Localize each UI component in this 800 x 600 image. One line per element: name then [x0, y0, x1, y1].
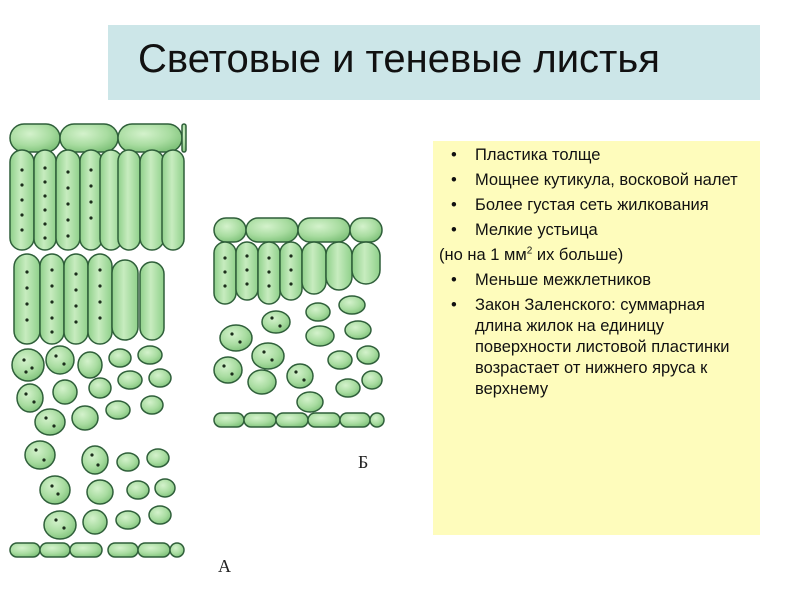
sun-upper-epidermis [10, 124, 186, 152]
shade-leaf-section [214, 218, 384, 427]
list-item [439, 170, 755, 191]
list-item [439, 145, 755, 166]
bullet: • [451, 296, 457, 314]
stomata-note [439, 245, 755, 266]
note-text-after: их больше) [532, 246, 624, 264]
sun-spongy-mesophyll [12, 346, 175, 539]
title-banner [108, 25, 760, 100]
shade-spongy-mesophyll [214, 296, 382, 412]
list-item [439, 220, 755, 241]
sun-palisade-upper [10, 150, 184, 250]
shade-palisade [214, 242, 380, 304]
list-item-text: Меньше межклетников [475, 271, 652, 289]
list-item [439, 270, 755, 291]
list-item [439, 195, 755, 216]
figure-label-a: А [218, 556, 231, 576]
bullet: • [451, 171, 457, 189]
bullet: • [451, 196, 457, 214]
note-text-before: (но на 1 мм [439, 246, 527, 264]
sun-lower-epidermis [10, 543, 184, 557]
list-item-text: Пластика толще [475, 146, 601, 164]
sun-palisade-lower [14, 254, 164, 344]
bullet: • [451, 221, 457, 239]
list-item-text: Мелкие устьица [475, 221, 598, 239]
sun-leaf-section [10, 124, 186, 557]
shade-lower-epidermis [214, 413, 384, 427]
shade-upper-epidermis [214, 218, 382, 242]
note-superscript: 2 [526, 245, 533, 257]
slide-title: Световые и теневые листья [138, 37, 660, 81]
properties-box [433, 141, 760, 535]
list-item-text: Закон Заленского: суммарная длина жилок на единицу поверхности листовой пластинки возрастает от нижнего яруса к верхнему [475, 296, 730, 398]
list-item-text: Более густая сеть жилкования [475, 196, 709, 214]
bullet: • [451, 146, 457, 164]
list-item [439, 295, 755, 400]
figure-label-b: Б [358, 452, 369, 472]
leaf-cross-section-figure [0, 110, 430, 600]
list-item-text: Мощнее кутикула, восковой налет [475, 171, 738, 189]
bullet: • [451, 271, 457, 289]
properties-list [439, 145, 755, 404]
